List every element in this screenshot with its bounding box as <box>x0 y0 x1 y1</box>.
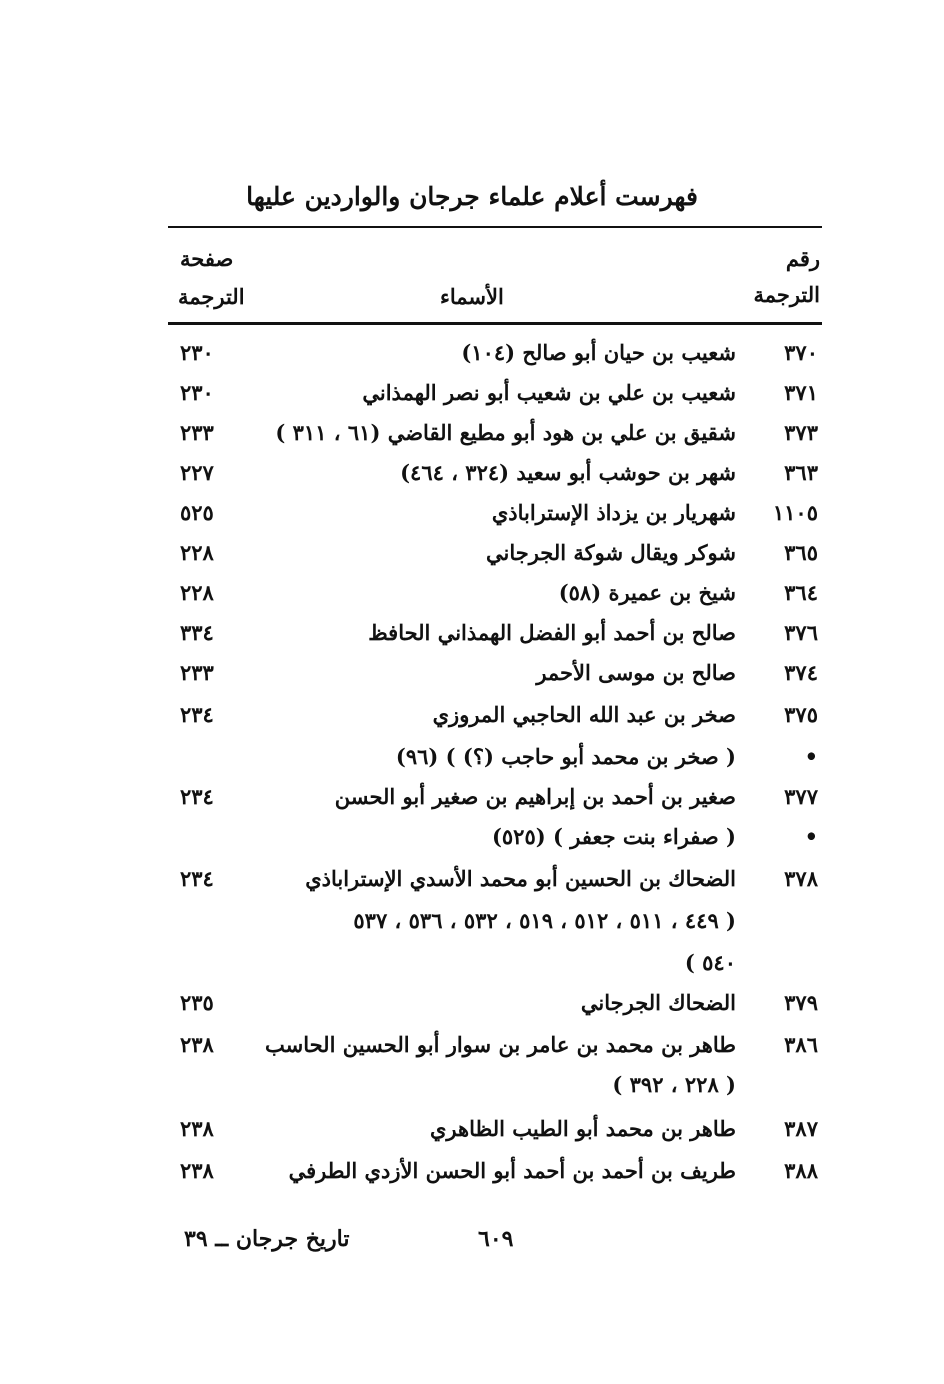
entry-number: ٣٧٧ <box>784 784 818 809</box>
table-row <box>0 500 944 540</box>
table-row <box>0 380 944 420</box>
entry-name: شوكر ويقال شوكة الجرجاني <box>485 540 736 565</box>
entry-name: صغير بن أحمد بن إبراهيم بن صغير أبو الحسن <box>334 784 736 809</box>
entry-name: ( ٤٤٩ ، ٥١١ ، ٥١٢ ، ٥١٩ ، ٥٣٢ ، ٥٣٦ ، ٥٣٧ <box>353 908 736 933</box>
table-row <box>0 580 944 620</box>
entry-name: صالح بن موسى الأحمر <box>536 660 736 685</box>
entry-name: ( صفراء بنت جعفر ) (٥٢٥) <box>491 824 736 849</box>
entry-number: • <box>804 824 818 849</box>
column-header-num-line2: الترجمة <box>753 282 820 307</box>
entry-name: شيخ بن عميرة (٥٨) <box>558 580 736 605</box>
table-row <box>0 340 944 380</box>
entry-page: ٢٣٣ <box>180 420 214 445</box>
footer-page-number: ٦٠٩ <box>478 1226 514 1252</box>
entry-page: ٥٢٥ <box>180 500 214 525</box>
column-header-names: الأسماء <box>440 284 504 309</box>
entry-page: ٢٣٨ <box>180 1116 214 1141</box>
entry-number: ٣٨٧ <box>784 1116 818 1141</box>
entry-number: ٣٦٣ <box>784 460 818 485</box>
page-title: فهرست أعلام علماء جرجان والواردين عليها <box>246 182 698 211</box>
entry-name: صخر بن عبد الله الحاجبي المروزي <box>432 702 736 727</box>
entry-number: ٣٦٤ <box>784 580 818 605</box>
entry-name: ( صخر بن محمد أبو حاجب (؟) ) (٩٦) <box>395 744 736 769</box>
entry-number: ٣٧١ <box>784 380 818 405</box>
entry-number: • <box>804 744 818 769</box>
table-row <box>0 702 944 742</box>
entry-number: ١١٠٥ <box>772 500 818 525</box>
table-row <box>0 540 944 580</box>
entry-name: صالح بن أحمد أبو الفضل الهمذاني الحافظ <box>368 620 736 645</box>
entry-page: ٢٣٥ <box>180 990 214 1015</box>
entry-number: ٣٦٥ <box>784 540 818 565</box>
table-row <box>0 620 944 660</box>
entry-page: ٢٣٤ <box>180 702 214 727</box>
entry-name: ٥٤٠ ) <box>684 950 736 975</box>
entry-name: ( ٢٢٨ ، ٣٩٢ ) <box>612 1072 736 1097</box>
entry-page: ٢٣٤ <box>180 866 214 891</box>
entry-page: ٣٣٤ <box>180 620 214 645</box>
entry-name: شهريار بن يزداذ الإستراباذي <box>491 500 736 525</box>
table-row <box>0 950 944 990</box>
entry-number: ٣٧٨ <box>784 866 818 891</box>
column-header-page-line1: صفحة <box>180 246 234 271</box>
entry-page: ٢٣٣ <box>180 660 214 685</box>
table-row <box>0 1032 944 1072</box>
entry-page: ٢٣٠ <box>180 340 214 365</box>
table-row <box>0 1116 944 1156</box>
entry-number: ٣٧٤ <box>784 660 818 685</box>
table-row <box>0 1072 944 1112</box>
header-rule <box>168 322 822 325</box>
table-row <box>0 784 944 824</box>
table-row <box>0 990 944 1030</box>
table-row <box>0 744 944 784</box>
entry-number: ٣٧٠ <box>784 340 818 365</box>
entry-page: ٢٢٨ <box>180 540 214 565</box>
entry-name: الضحاك بن الحسين أبو محمد الأسدي الإستراباذي <box>305 866 736 891</box>
entry-page: ٢٢٧ <box>180 460 214 485</box>
entry-page: ٢٣٤ <box>180 784 214 809</box>
entry-name: طاهر بن محمد أبو الطيب الظاهري <box>429 1116 736 1141</box>
footer-book-reference: تاريخ جرجان ــ ٣٩ <box>184 1226 350 1252</box>
column-header-page-line2: الترجمة <box>178 284 245 309</box>
entry-number: ٣٧٣ <box>784 420 818 445</box>
entry-page: ٢٣٨ <box>180 1158 214 1183</box>
entry-name: طاهر بن محمد بن عامر بن سوار أبو الحسين الحاسب <box>265 1032 736 1057</box>
table-row <box>0 420 944 460</box>
entry-name: شقيق بن علي بن هود أبو مطيع القاضي (٦١ ، ٣١١ ) <box>275 420 736 445</box>
entry-number: ٣٧٩ <box>784 990 818 1015</box>
entry-name: الضحاك الجرجاني <box>580 990 736 1015</box>
table-row <box>0 1158 944 1198</box>
entry-number: ٣٧٥ <box>784 702 818 727</box>
table-row <box>0 908 944 948</box>
table-row <box>0 660 944 700</box>
entry-page: ٢٢٨ <box>180 580 214 605</box>
entry-name: شعيب بن حيان أبو صالح (١٠٤) <box>461 340 736 365</box>
entry-number: ٣٨٨ <box>784 1158 818 1183</box>
entry-number: ٣٨٦ <box>784 1032 818 1057</box>
entry-name: طريف بن أحمد بن أحمد أبو الحسن الأزدي الطرفي <box>288 1158 736 1183</box>
entry-page: ٢٣٠ <box>180 380 214 405</box>
table-row <box>0 866 944 906</box>
entry-name: شهر بن حوشب أبو سعيد (٣٢٤ ، ٤٦٤) <box>400 460 736 485</box>
entry-page: ٢٣٨ <box>180 1032 214 1057</box>
table-row <box>0 460 944 500</box>
column-header-num-line1: رقم <box>785 246 820 271</box>
table-row <box>0 824 944 864</box>
title-rule <box>168 226 822 228</box>
entry-name: شعيب بن علي بن شعيب أبو نصر الهمذاني <box>362 380 736 405</box>
entry-number: ٣٧٦ <box>784 620 818 645</box>
